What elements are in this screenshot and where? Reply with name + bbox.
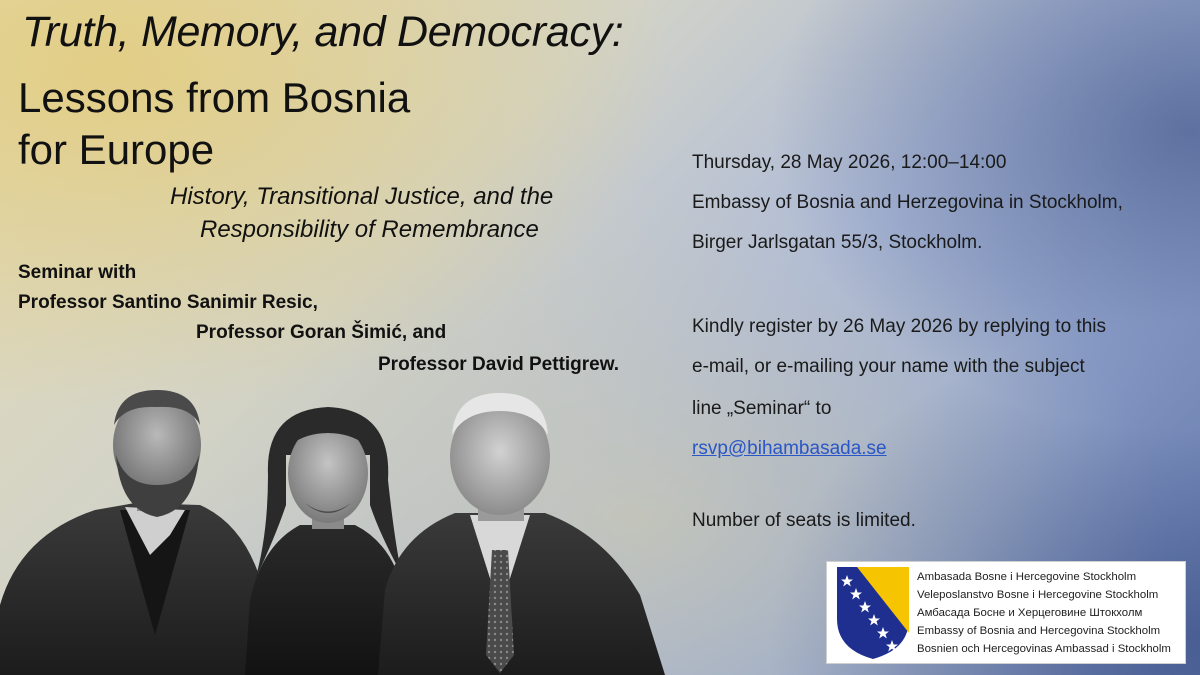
event-date-time: Thursday, 28 May 2026, 12:00–14:00: [692, 152, 1007, 173]
logo-line-croatian: Veleposlanstvo Bosne i Hercegovine Stockholm: [917, 589, 1159, 601]
event-address: Birger Jarlsgatan 55/3, Stockholm.: [692, 232, 983, 253]
title-line-2: Lessons from Bosnia: [18, 74, 411, 121]
bih-flag-shield-icon: [831, 563, 915, 662]
registration-text-1: Kindly register by 26 May 2026 by replying to this: [692, 316, 1106, 337]
speaker-simic: Professor Goran Šimić, and: [196, 322, 447, 343]
subtitle-line-1: History, Transitional Justice, and the: [170, 183, 554, 210]
title-line-1: Truth, Memory, and Democracy:: [22, 8, 624, 56]
speaker-resic: Professor Santino Sanimir Resic,: [18, 292, 318, 313]
rsvp-email-link[interactable]: rsvp@bihambasada.se: [692, 438, 887, 459]
logo-line-swedish: Bosnien och Hercegovinas Ambassad i Stockholm: [917, 643, 1171, 655]
registration-text-3: line „Seminar“ to: [692, 398, 832, 419]
subtitle-line-2: Responsibility of Remembrance: [200, 216, 539, 243]
logo-line-serbian: Амбасада Босне и Херцеговине Штокхолм: [917, 607, 1143, 619]
portrait-resic: [0, 390, 270, 675]
registration-text-2: e-mail, or e-mailing your name with the subject: [692, 356, 1085, 377]
portrait-pettigrew: [378, 393, 665, 675]
seats-limited-note: Number of seats is limited.: [692, 510, 916, 531]
embassy-logo-box: [826, 561, 1186, 664]
speaker-pettigrew: Professor David Pettigrew.: [378, 354, 620, 375]
speaker-photos: [0, 385, 665, 675]
logo-line-english: Embassy of Bosnia and Hercegovina Stockholm: [917, 625, 1161, 637]
seminar-intro: Seminar with: [18, 262, 137, 283]
title-line-3: for Europe: [18, 126, 215, 173]
event-venue: Embassy of Bosnia and Herzegovina in Stockholm,: [692, 192, 1123, 213]
logo-line-bosnian: Ambasada Bosne i Hercegovine Stockholm: [917, 571, 1137, 583]
